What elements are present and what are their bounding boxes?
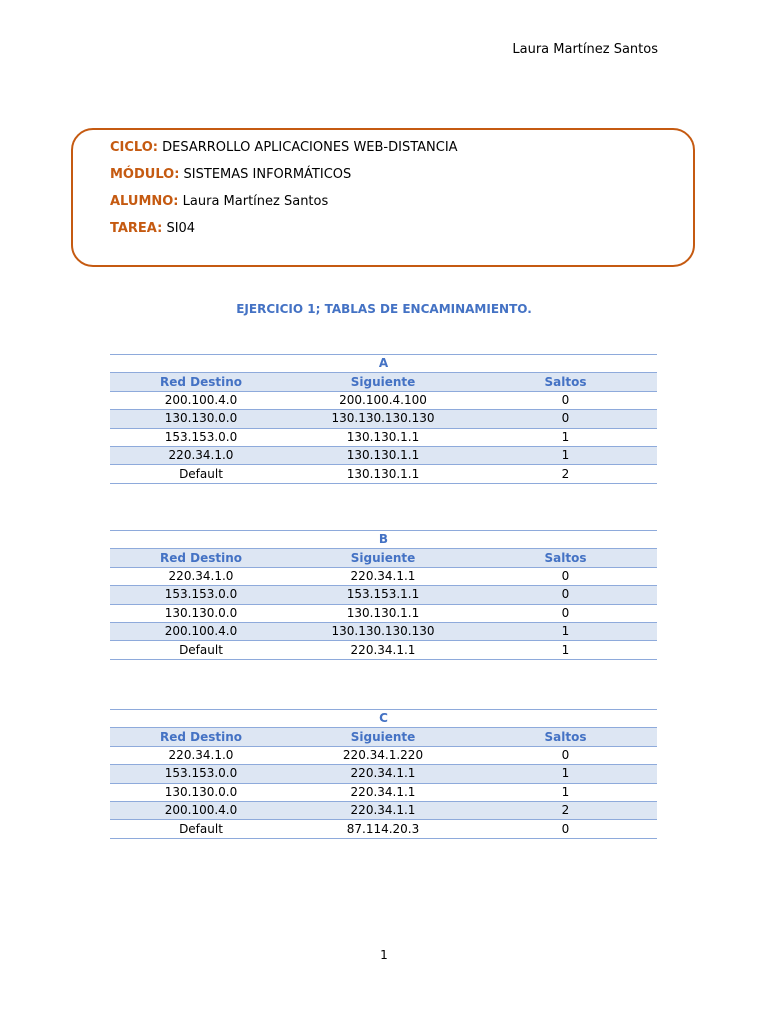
info-label: MÓDULO: xyxy=(110,167,180,182)
cell-saltos: 0 xyxy=(561,392,570,407)
info-box xyxy=(71,128,695,267)
cell-red-destino: 130.130.0.0 xyxy=(164,605,238,620)
cell-red-destino: Default xyxy=(110,820,292,838)
table-row xyxy=(110,586,657,604)
col-header-red-destino: Red Destino xyxy=(110,549,292,567)
table-row xyxy=(110,410,657,428)
cell-red-destino: 153.153.0.0 xyxy=(110,586,292,604)
cell-saltos: 2 xyxy=(474,801,657,819)
table-row xyxy=(110,465,657,483)
header-author: Laura Martínez Santos xyxy=(512,42,658,57)
table-row xyxy=(110,622,657,640)
table-row xyxy=(110,641,657,659)
cell-saltos: 0 xyxy=(474,410,657,428)
table-row xyxy=(110,446,657,464)
table-row xyxy=(110,746,657,764)
col-header-saltos: Saltos xyxy=(474,373,657,391)
info-value: SISTEMAS INFORMÁTICOS xyxy=(179,167,352,182)
cell-siguiente: 130.130.1.1 xyxy=(346,605,420,620)
routing-table-a xyxy=(110,354,657,484)
cell-saltos: 1 xyxy=(474,765,657,783)
table-row xyxy=(110,801,657,819)
col-header-siguiente: Siguiente xyxy=(292,728,474,746)
col-header-siguiente: Siguiente xyxy=(292,373,474,391)
table-caption: B xyxy=(110,531,657,549)
cell-red-destino: Default xyxy=(110,465,292,483)
cell-red-destino: 200.100.4.0 xyxy=(110,801,292,819)
cell-saltos: 0 xyxy=(561,568,570,583)
table-row xyxy=(110,765,657,783)
col-header-saltos: Saltos xyxy=(474,549,657,567)
table-row xyxy=(110,604,657,622)
info-label: CICLO: xyxy=(110,140,158,155)
table-row xyxy=(110,428,657,446)
table-row xyxy=(110,391,657,409)
cell-red-destino: 200.100.4.0 xyxy=(110,622,292,640)
info-modulo xyxy=(110,167,351,182)
cell-siguiente: 130.130.1.1 xyxy=(292,465,474,483)
cell-saltos: 1 xyxy=(561,784,570,799)
cell-saltos: 0 xyxy=(474,820,657,838)
cell-siguiente: 220.34.1.1 xyxy=(350,568,416,583)
cell-siguiente: 153.153.1.1 xyxy=(292,586,474,604)
cell-saltos: 2 xyxy=(474,465,657,483)
cell-siguiente: 200.100.4.100 xyxy=(339,392,427,407)
cell-siguiente: 220.34.1.1 xyxy=(292,641,474,659)
info-label: ALUMNO: xyxy=(110,194,179,209)
cell-red-destino: 220.34.1.0 xyxy=(168,747,234,762)
info-value: DESARROLLO APLICACIONES WEB-DISTANCIA xyxy=(158,140,458,155)
cell-saltos: 0 xyxy=(561,747,570,762)
info-alumno xyxy=(110,194,328,209)
cell-red-destino: 220.34.1.0 xyxy=(168,568,234,583)
cell-red-destino: 200.100.4.0 xyxy=(164,392,238,407)
info-ciclo xyxy=(110,140,458,155)
table-row xyxy=(110,820,657,838)
cell-red-destino: 130.130.0.0 xyxy=(164,784,238,799)
cell-saltos: 1 xyxy=(474,622,657,640)
cell-saltos: 0 xyxy=(561,605,570,620)
table-caption: C xyxy=(110,710,657,728)
exercise-title: EJERCICIO 1; TABLAS DE ENCAMINAMIENTO. xyxy=(236,302,532,316)
cell-red-destino: 153.153.0.0 xyxy=(110,765,292,783)
cell-siguiente: 220.34.1.1 xyxy=(292,801,474,819)
col-header-red-destino: Red Destino xyxy=(110,373,292,391)
cell-red-destino: 130.130.0.0 xyxy=(110,410,292,428)
cell-siguiente: 220.34.1.1 xyxy=(350,784,416,799)
cell-siguiente: 220.34.1.1 xyxy=(292,765,474,783)
info-label: TAREA: xyxy=(110,221,163,236)
cell-saltos: 1 xyxy=(474,641,657,659)
routing-table-b xyxy=(110,530,657,660)
info-tarea xyxy=(110,221,195,236)
cell-siguiente: 130.130.1.1 xyxy=(346,429,420,444)
table-row xyxy=(110,783,657,801)
info-value: SI04 xyxy=(162,221,196,236)
cell-red-destino: 153.153.0.0 xyxy=(164,429,238,444)
col-header-saltos: Saltos xyxy=(474,728,657,746)
info-value: Laura Martínez Santos xyxy=(178,194,329,209)
cell-siguiente: 130.130.1.1 xyxy=(292,446,474,464)
cell-siguiente: 220.34.1.220 xyxy=(342,747,424,762)
cell-siguiente: 130.130.130.130 xyxy=(292,410,474,428)
cell-red-destino: Default xyxy=(110,641,292,659)
col-header-red-destino: Red Destino xyxy=(110,728,292,746)
table-row xyxy=(110,567,657,585)
cell-saltos: 1 xyxy=(561,429,570,444)
col-header-siguiente: Siguiente xyxy=(292,549,474,567)
cell-siguiente: 130.130.130.130 xyxy=(292,622,474,640)
cell-siguiente: 87.114.20.3 xyxy=(292,820,474,838)
routing-table-c xyxy=(110,709,657,839)
cell-red-destino: 220.34.1.0 xyxy=(110,446,292,464)
cell-saltos: 1 xyxy=(474,446,657,464)
table-caption: A xyxy=(110,355,657,373)
cell-saltos: 0 xyxy=(474,586,657,604)
page-number: 1 xyxy=(380,948,388,962)
